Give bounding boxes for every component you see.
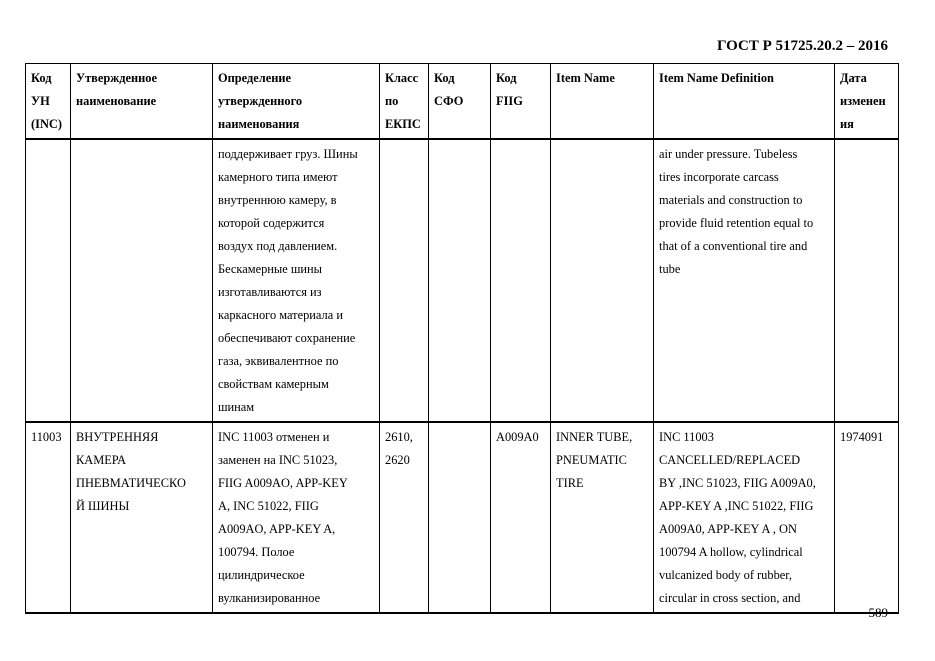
page-number: 589 — [868, 605, 888, 620]
col-header-class: Класс по ЕКПС — [380, 64, 429, 140]
cell-definition: поддерживает груз. Шины камерного типа имеют внутреннюю камеру, в которой содержится воздух под давлением. Бескамерные шины изготавливаются из каркасного материала и обеспечивают сохранение газа, эквивалентное по свойствам камерным шинам — [213, 139, 380, 422]
cell-item-name: INNER TUBE, PNEUMATIC TIRE — [551, 422, 654, 613]
col-header-item-name: Item Name — [551, 64, 654, 140]
data-table — [25, 63, 899, 614]
table-row — [26, 139, 899, 422]
cell-change-date: 1974091 — [835, 422, 899, 613]
cell-item-name — [551, 139, 654, 422]
cell-fiig-code: A009A0 — [491, 422, 551, 613]
cell-sfo-code — [429, 139, 491, 422]
col-header-approved-name: Утвержденное наименование — [71, 64, 213, 140]
col-header-definition: Определение утвержденного наименования — [213, 64, 380, 140]
cell-definition: INC 11003 отменен и заменен на INC 51023, FIIG A009AO, APP-KEY A, INC 51022, FIIG A009AO, APP-KEY A, 100794. Полое цилиндрическое вулканизированное — [213, 422, 380, 613]
header-row — [26, 64, 899, 140]
cell-fiig-code — [491, 139, 551, 422]
col-header-inc: Код УН (INC) — [26, 64, 71, 140]
cell-class — [380, 139, 429, 422]
cell-item-name-definition: air under pressure. Tubeless tires incorporate carcass materials and construction to provide fluid retention equal to that of a conventional tire and tube — [654, 139, 835, 422]
col-header-sfo-code: Код СФО — [429, 64, 491, 140]
document-header: ГОСТ Р 51725.20.2 – 2016 — [716, 38, 888, 54]
cell-sfo-code — [429, 422, 491, 613]
cell-approved-name — [71, 139, 213, 422]
table-row — [26, 422, 899, 613]
cell-class: 2610, 2620 — [380, 422, 429, 613]
cell-approved-name: ВНУТРЕННЯЯ КАМЕРА ПНЕВМАТИЧЕСКО Й ШИНЫ — [71, 422, 213, 613]
cell-item-name-definition: INC 11003 CANCELLED/REPLACED BY ,INC 51023, FIIG A009A0, APP-KEY A ,INC 51022, FIIG A009A0, APP-KEY A , ON 100794 A hollow, cylindrical vulcanized body of rubber, circular in cross section, and — [654, 422, 835, 613]
col-header-change-date: Дата изменен ия — [835, 64, 899, 140]
cell-inc: 11003 — [26, 422, 71, 613]
col-header-item-name-definition: Item Name Definition — [654, 64, 835, 140]
cell-change-date — [835, 139, 899, 422]
col-header-fiig-code: Код FIIG — [491, 64, 551, 140]
cell-inc — [26, 139, 71, 422]
